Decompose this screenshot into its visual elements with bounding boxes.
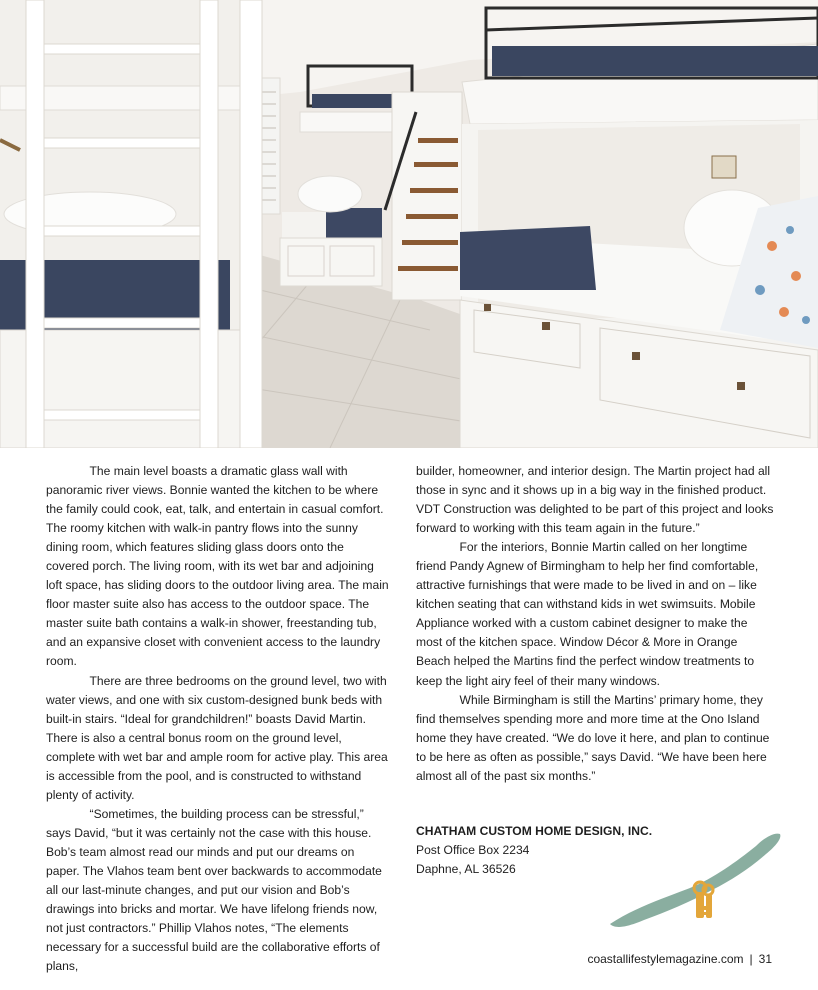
bunk-room-photo [0, 0, 818, 448]
body-paragraph: For the interiors, Bonnie Martin called on her longtime friend Pandy Agnew of Birmingham to help her find comfortable, attractive furnishings that were made to be lived in and on – like kitchen seating that can withstand kids in wet swimsuits. Mobile Appliance worked with a custom cabinet designer to make the most of the kitchen space. Window Décor & More in Orange Beach helped the Martins find the perfect window treatments to keep the light airy feel of their many windows. [416, 540, 759, 688]
body-paragraph: The main level boasts a dramatic glass wall with panoramic river views. Bonnie wanted the kitchen to be where the family could cook, eat, talk, and entertain in casual comfort. The roomy kitchen with walk-in pantry flows into the sunny dining room, which features sliding glass doors onto the covered porch. The living room, with its wet bar and adjoining loft space, has sliding doors to the outdoor living area. The main floor master suite also has access to the outdoor space. The master suite bath contains a walk-in shower, freestanding tub, and an expansive closet with convenient access to the laundry room. [46, 464, 389, 669]
body-paragraph: builder, homeowner, and interior design. The Martin project had all those in sync and it shows up in a big way in the finished product. VDT Construction was delighted to be part of this project and looks forward to working with this team again in the future.” [416, 464, 774, 536]
magazine-url: coastallifestylemagazine.com [587, 952, 744, 966]
island-key-logo-icon [604, 826, 784, 936]
body-paragraph: While Birmingham is still the Martins’ primary home, they find themselves spending more and more time at the Ono Island home they have created. “We do love it here, and plan to continue to be here as often as possible,” says David. “We have been here almost all of the past six months.” [416, 692, 770, 783]
body-paragraph: There are three bedrooms on the ground level, two with water views, and one with six custom-designed bunk beds with built-in stairs. “Ideal for grandchildren!” boasts David Martin. There is also a central bonus room on the ground level, complete with wet bar and ample room for active play. This area is accessible from the pool, and is constructed to withstand plenty of activity. [46, 673, 388, 802]
address-line-1: Post Office Box 2234 [416, 843, 530, 858]
body-paragraph: “Sometimes, the building process can be stressful,” says David, “but it was certainly not the case with this house. Bob’s team almost read our minds and put our dreams on paper. The Vlahos team bent over backwards to accommodate all our last-minute changes, and put our vision and Bob’s drawings into bricks and mortar. We have lifelong friends now, not just contractors.” Phillip Vlahos notes, “The elements necessary for a successful build are the collaborative efforts of plans, [46, 806, 382, 974]
company-name: CHATHAM CUSTOM HOME DESIGN, INC. [416, 824, 653, 838]
article-left-column [46, 462, 390, 976]
address-line-2: Daphne, AL 36526 [416, 862, 516, 877]
page-footer [587, 952, 772, 966]
footer-separator: | [749, 952, 753, 966]
page-number: 31 [758, 952, 772, 966]
article-right-column [416, 462, 774, 786]
